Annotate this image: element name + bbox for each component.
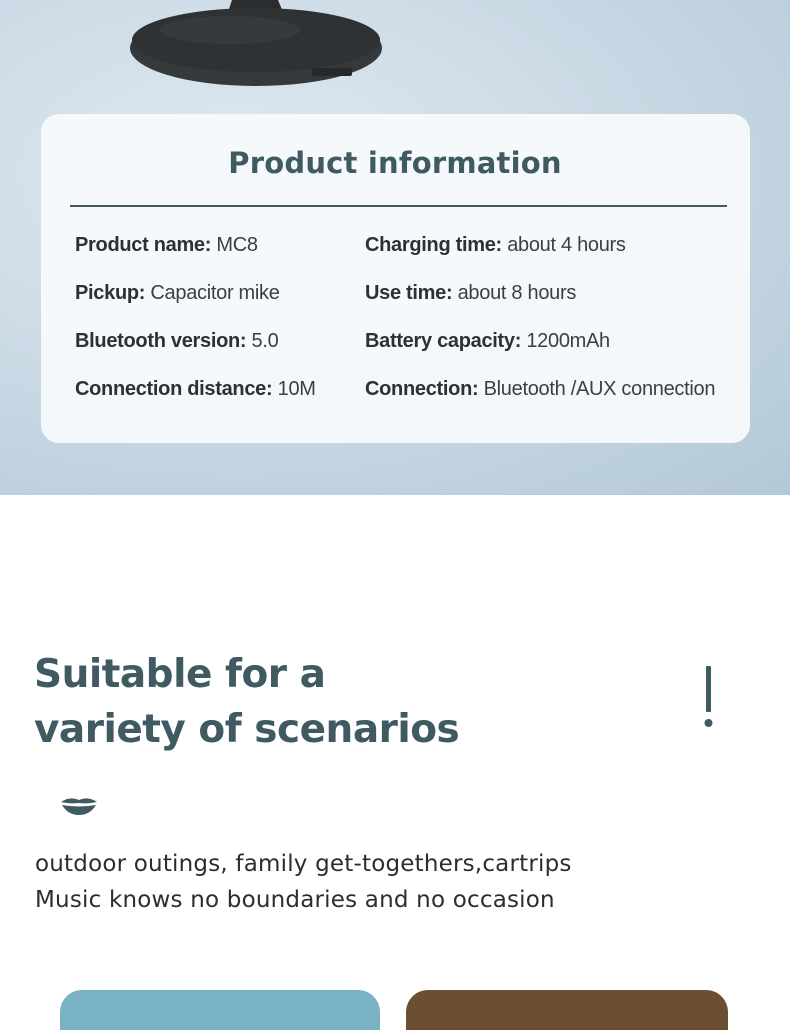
scenarios-desc-line1: outdoor outings, family get-togethers,cartrips <box>35 851 572 877</box>
product-info-title: Product information <box>228 146 562 180</box>
microphone-stand-image <box>0 0 790 120</box>
lips-icon <box>60 795 98 817</box>
scenarios-title-line2: variety of scenarios <box>34 707 460 752</box>
title-divider <box>70 205 727 207</box>
exclamation-icon <box>700 664 718 730</box>
scenarios-title-line1: Suitable for a <box>34 652 326 697</box>
spec-pickup: Pickup: Capacitor mike <box>75 282 280 304</box>
spec-product-name: Product name: MC8 <box>75 234 258 256</box>
scenario-thumbnail-family <box>406 990 728 1030</box>
scenarios-desc-line2: Music knows no boundaries and no occasion <box>35 887 555 913</box>
spec-connection: Connection: Bluetooth /AUX connection <box>365 378 716 400</box>
scenario-thumbnail-outdoor <box>60 990 380 1030</box>
spec-connection-distance: Connection distance: 10M <box>75 378 316 400</box>
spec-charging-time: Charging time: about 4 hours <box>365 234 626 256</box>
spec-bluetooth-version: Bluetooth version: 5.0 <box>75 330 279 352</box>
spec-battery-capacity: Battery capacity: 1200mAh <box>365 330 610 352</box>
spec-use-time: Use time: about 8 hours <box>365 282 577 304</box>
